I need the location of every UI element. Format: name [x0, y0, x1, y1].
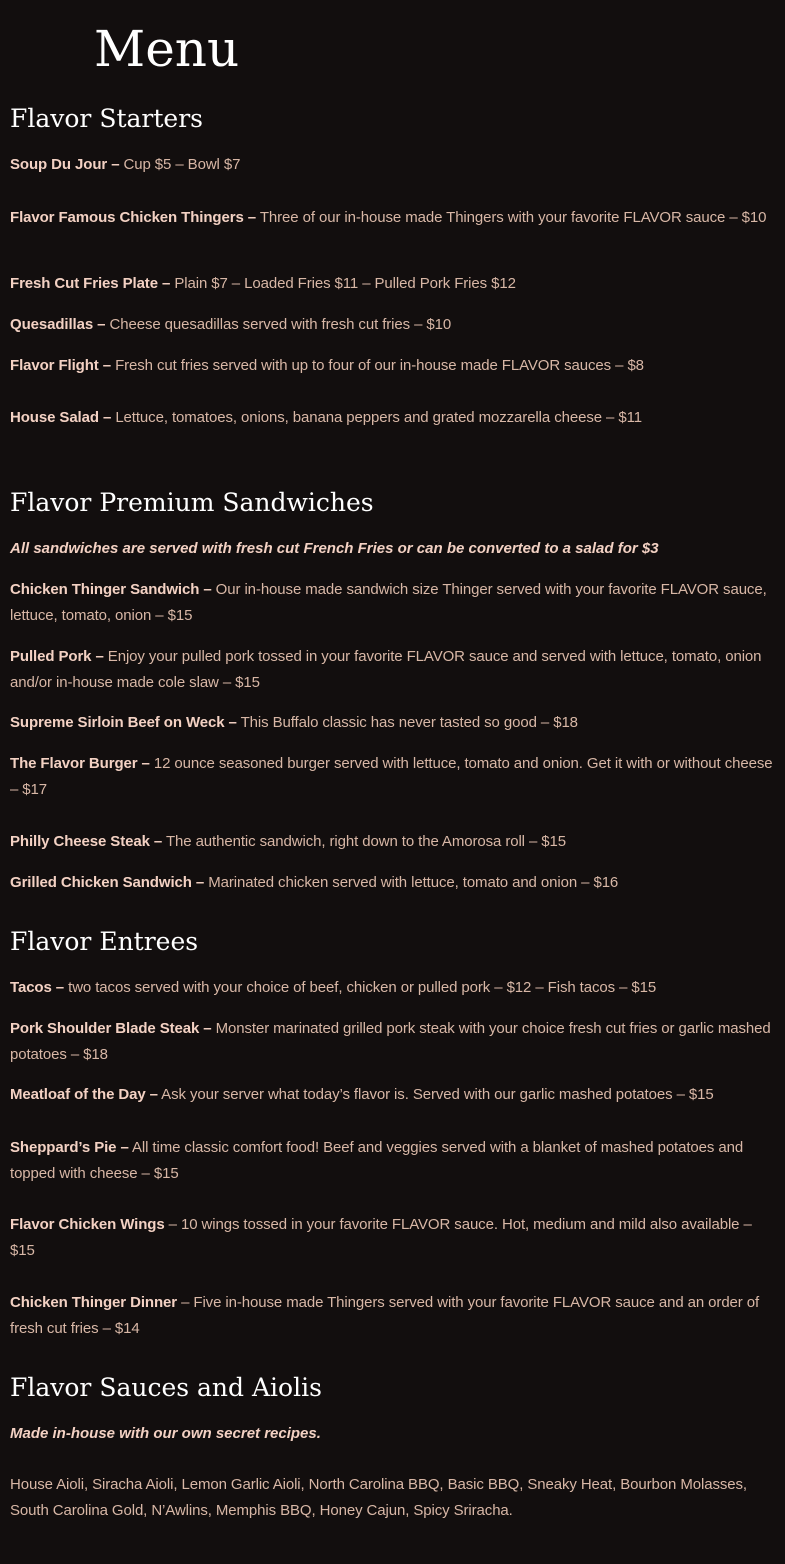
section-heading-sandwiches: Flavor Premium Sandwiches [10, 488, 374, 517]
menu-item [10, 1016, 780, 1067]
menu-item-desc: two tacos served with your choice of beef, chicken or pulled pork – $12 – Fish tacos – $15 [64, 979, 657, 996]
menu-item [10, 1290, 780, 1341]
menu-item [10, 312, 780, 338]
menu-item-desc: This Buffalo classic has never tasted so good – $18 [236, 714, 578, 731]
menu-item-name: House Salad – [10, 409, 112, 426]
section-note: All sandwiches are served with fresh cut French Fries or can be converted to a salad for $3 [10, 540, 659, 557]
menu-item-desc: 12 ounce seasoned burger served with lettuce, tomato and onion. Get it with or without cheese – $17 [10, 755, 773, 798]
menu-item [10, 152, 780, 178]
menu-item-name: Flavor Chicken Wings [10, 1216, 165, 1233]
menu-item-name: Sheppard’s Pie – [10, 1139, 129, 1156]
menu-item [10, 975, 780, 1001]
menu-item-desc: Marinated chicken served with lettuce, tomato and onion – $16 [204, 874, 619, 891]
sauce-list: House Aioli, Siracha Aioli, Lemon Garlic Aioli, North Carolina BBQ, Basic BBQ, Sneaky Heat, Bourbon Molasses, South Carolina Gold, N’Awlins, Memphis BBQ, Honey Cajun, Spicy Sriracha. [10, 1476, 747, 1519]
menu-item [10, 577, 780, 628]
menu-item-name: Meatloaf of the Day – [10, 1086, 158, 1103]
menu-item-name: Supreme Sirloin Beef on Weck – [10, 714, 237, 731]
menu-item [10, 353, 780, 379]
menu-item-desc: Fresh cut fries served with up to four of our in-house made FLAVOR sauces – $8 [111, 357, 644, 374]
menu-item-name: Pulled Pork – [10, 648, 104, 665]
page-title: Menu [94, 20, 240, 78]
menu-item-name: Grilled Chicken Sandwich – [10, 874, 205, 891]
menu-item [10, 1135, 780, 1186]
menu-item [10, 1212, 780, 1263]
menu-item [10, 1082, 780, 1108]
menu-item [10, 870, 780, 896]
menu-item-desc: Cheese quesadillas served with fresh cut fries – $10 [105, 316, 452, 333]
menu-item-name: Quesadillas – [10, 316, 106, 333]
menu-item [10, 710, 780, 736]
menu-item-name: The Flavor Burger – [10, 755, 150, 772]
menu-item-desc: The authentic sandwich, right down to the Amorosa roll – $15 [162, 833, 567, 850]
menu-item-desc: – 10 wings tossed in your favorite FLAVOR sauce. Hot, medium and mild also available – $15 [10, 1216, 752, 1259]
section-note: Made in-house with our own secret recipes. [10, 1425, 321, 1442]
menu-item-desc: Enjoy your pulled pork tossed in your favorite FLAVOR sauce and served with lettuce, tomato, onion and/or in-house made cole slaw – $15 [10, 648, 762, 691]
menu-item-desc: Plain $7 – Loaded Fries $11 – Pulled Pork Fries $12 [170, 275, 516, 292]
menu-item-desc: Cup $5 – Bowl $7 [119, 156, 241, 173]
section-heading-starters: Flavor Starters [10, 104, 203, 133]
menu-item [10, 829, 780, 855]
menu-item [10, 751, 780, 802]
menu-item [10, 205, 780, 231]
menu-item-desc: Three of our in-house made Thingers with your favorite FLAVOR sauce – $10 [256, 209, 767, 226]
menu-item-desc: All time classic comfort food! Beef and veggies served with a blanket of mashed potatoes and topped with cheese – $15 [10, 1139, 744, 1182]
menu-item-name: Philly Cheese Steak – [10, 833, 163, 850]
menu-item-desc: Ask your server what today’s flavor is. Served with our garlic mashed potatoes – $15 [157, 1086, 714, 1103]
menu-item-name: Tacos – [10, 979, 65, 996]
menu-item-name: Flavor Flight – [10, 357, 112, 374]
menu-item-desc: Lettuce, tomatoes, onions, banana peppers and grated mozzarella cheese – $11 [111, 409, 642, 426]
section-heading-entrees: Flavor Entrees [10, 927, 199, 956]
menu-item-name: Soup Du Jour – [10, 156, 120, 173]
menu-item-name: Flavor Famous Chicken Thingers – [10, 209, 257, 226]
menu-item-desc: Our in-house made sandwich size Thinger served with your favorite FLAVOR sauce, lettuce, tomato, onion – $15 [10, 581, 767, 624]
menu-item-name: Pork Shoulder Blade Steak – [10, 1020, 212, 1037]
menu-item-desc: – Five in-house made Thingers served with your favorite FLAVOR sauce and an order of fresh cut fries – $14 [10, 1294, 760, 1337]
menu-item-desc: Monster marinated grilled pork steak with your choice fresh cut fries or garlic mashed potatoes – $18 [10, 1020, 771, 1063]
section-heading-sauces: Flavor Sauces and Aiolis [10, 1373, 322, 1402]
menu-item-name: Fresh Cut Fries Plate – [10, 275, 171, 292]
menu-item-name: Chicken Thinger Sandwich – [10, 581, 212, 598]
menu-item [10, 644, 780, 695]
menu-item [10, 271, 780, 297]
menu-item-name: Chicken Thinger Dinner [10, 1294, 177, 1311]
menu-item [10, 405, 780, 431]
